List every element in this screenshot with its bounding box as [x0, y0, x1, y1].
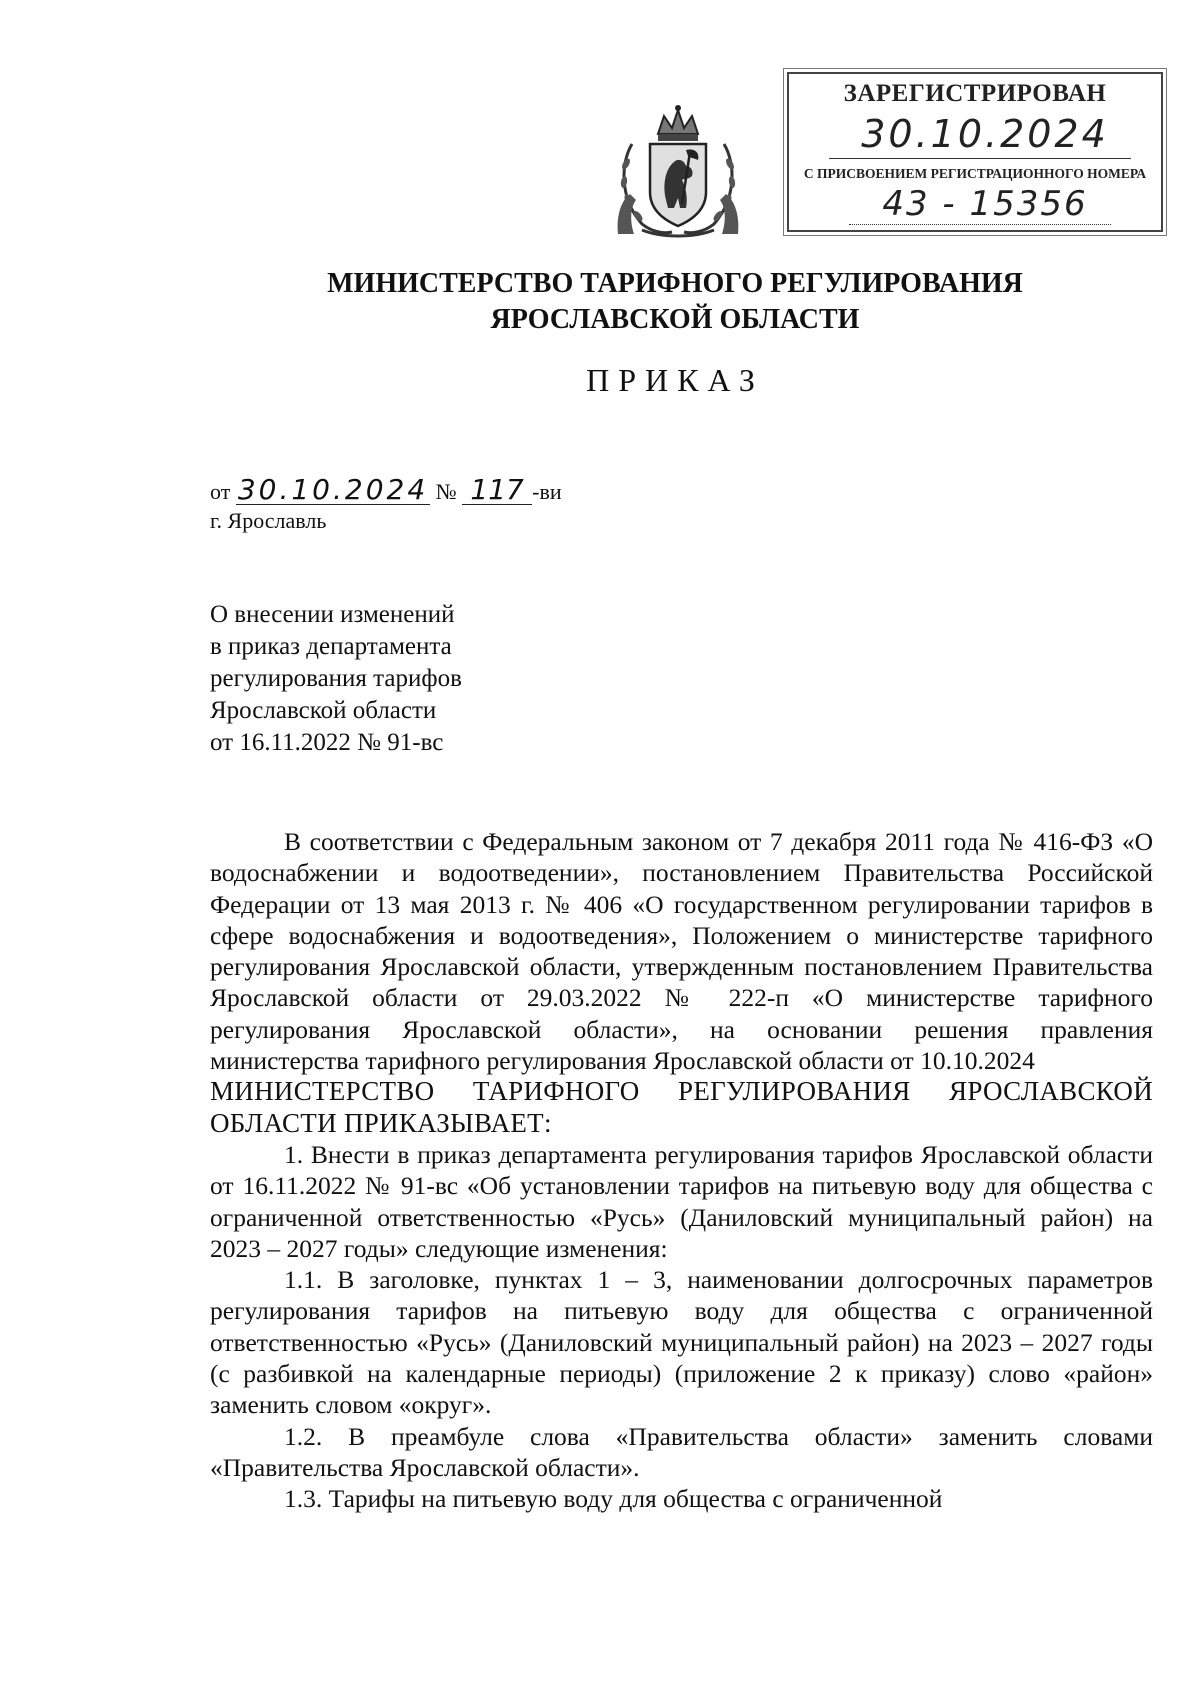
order-number-label: №: [435, 479, 457, 504]
ministry-heading-line-2: ЯРОСЛАВСКОЙ ОБЛАСТИ: [490, 304, 860, 335]
subject-line: в приказ департамента: [210, 633, 452, 660]
subject-line: регулирования тарифов: [210, 665, 462, 692]
order-body: [210, 826, 1153, 1515]
stamp-registration-number: 43 - 15356: [882, 184, 1088, 224]
subject-line: Ярославской области: [210, 697, 437, 724]
registration-stamp: [787, 72, 1163, 232]
order-handwritten-number: 117: [462, 476, 532, 505]
order-from-label: от: [210, 479, 231, 504]
order-handwritten-date: 30.10.2024: [237, 473, 429, 506]
orders-paragraph: МИНИСТЕРСТВО ТАРИФНОГО РЕГУЛИРОВАНИЯ ЯРОСЛАВСКОЙ ОБЛАСТИ ПРИКАЗЫВАЕТ:: [210, 1076, 1153, 1138]
stamp-subtitle: С ПРИСВОЕНИЕМ РЕГИСТРАЦИОННОГО НОМЕРА: [803, 166, 1147, 181]
order-city: г. Ярославль: [210, 508, 327, 533]
order-number-suffix: -ви: [532, 479, 562, 504]
order-date-number-line: [210, 473, 562, 506]
stamp-date-underline: [829, 158, 1131, 159]
order-subject: [210, 599, 462, 759]
ministry-heading: [200, 266, 1150, 338]
stamp-title: ЗАРЕГИСТРИРОВАН: [843, 80, 1107, 107]
item-1-2-paragraph: 1.2. В преамбуле слова «Правительства области» заменить словами «Правительства Ярославской области».: [210, 1421, 1153, 1482]
stamp-registration-date: 30.10.2024: [861, 112, 1109, 156]
stamp-number-underline: [849, 224, 1111, 225]
preamble-paragraph: В соответствии с Федеральным законом от 7 декабря 2011 года № 416-ФЗ «О водоснабжении и водоотведении», постановлением Правительства Российской Федерации от 13 мая 2013 г. № 406 «О государственном регулировании тарифов в сфере водоснабжения и водоотведения», Положением о министерстве тарифного регулирования Ярославской области, утвержденным постановлением Правительства Ярославской области от 29.03.2022 № 222-п «О министерстве тарифного регулирования Ярославской области», на основании решения правления министерства тарифного регулирования Ярославской области от 10.10.2024: [210, 827, 1153, 1076]
coat-of-arms-emblem: [612, 104, 744, 240]
ministry-heading-line-1: МИНИСТЕРСТВО ТАРИФНОГО РЕГУЛИРОВАНИЯ: [327, 268, 1023, 299]
document-type-title: ПРИКАЗ: [586, 362, 764, 398]
item-1-1-paragraph: 1.1. В заголовке, пунктах 1 – 3, наименовании долгосрочных параметров регулирования тарифов на питьевую воду для общества с ограниченной ответственностью «Русь» (Даниловский муниципальный район) на 2023 – 2027 годы (с разбивкой на календарные периоды) (приложение 2 к приказу) слово «район» заменить словом «округ».: [210, 1265, 1153, 1420]
item-1-paragraph: 1. Внести в приказ департамента регулирования тарифов Ярославской области от 16.11.2022 № 91-вс «Об установлении тарифов на питьевую воду для общества с ограниченной ответственностью «Русь» (Даниловский муниципальный район) на 2023 – 2027 годы» следующие изменения:: [210, 1139, 1153, 1263]
subject-line: от 16.11.2022 № 91-вс: [210, 729, 444, 756]
subject-line: О внесении изменений: [210, 601, 455, 628]
item-1-3-paragraph: 1.3. Тарифы на питьевую воду для общества с ограниченной: [284, 1484, 943, 1514]
